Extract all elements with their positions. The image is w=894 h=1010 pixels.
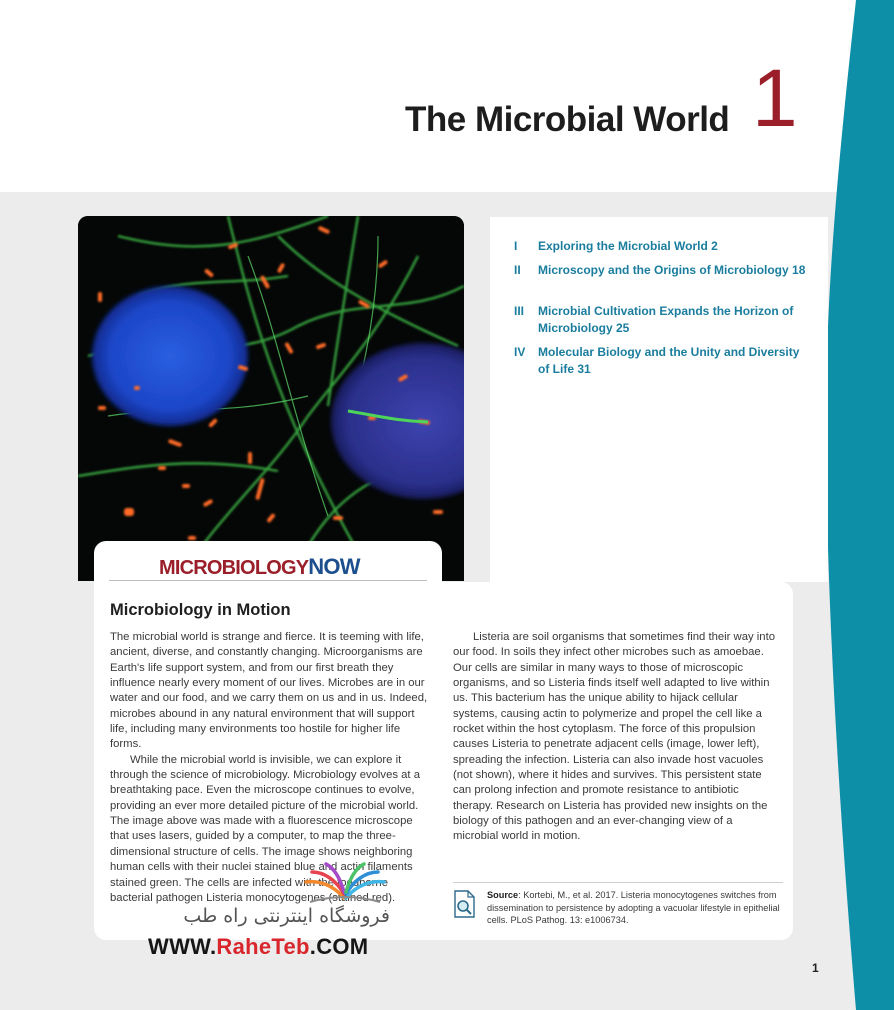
- source-reference: : Kortebi, M., et al. 2017. Listeria monocytogenes switches from dissemination to persistence by adopting a vacuolar lifestyle in epithelial cells. PLoS Pathog. 13: e1006734.: [487, 890, 780, 925]
- feature-paragraph: Listeria are soil organisms that sometimes find their way into our food. In soils they infect other microbes such as amoebae. Our cells are similar in many ways to those of microscopic organisms, and so Listeria finds itself well adapted to live within us. This bacterium has the unique ability to hijack cellular systems, causing actin to polymerize and propel the cell like a rocket within the host cytoplasm. The force of this propulsion causes Listeria to penetrate adjacent cells (image, lower left), spreading the infection. Listeria can also invade host vacuoles (not shown), where it hides and survives. This persistent state can prolong infection and promote resistance to antibiotic therapy. Research on Listeria has provided new insights on the biology of this pathogen and an ever-changing view of a microbial world in motion.: [453, 631, 776, 843]
- fluorescence-micrograph: [78, 216, 464, 581]
- toc-number: III: [514, 304, 525, 318]
- logo-microbiology: MICROBIOLOGY: [159, 557, 309, 579]
- toc-number: IV: [514, 345, 526, 359]
- watermark-url-brand: RaheTeb: [216, 934, 310, 959]
- toc-title: Microscopy and the Origins of Microbiology 18: [538, 263, 806, 277]
- microbiology-now-tab: [94, 541, 442, 589]
- source-citation: [453, 882, 783, 927]
- toc-number: I: [514, 239, 518, 253]
- chapter-outline-panel: [490, 217, 828, 582]
- feature-paragraph: The microbial world is strange and fierce. It is teeming with life, ancient, diverse, and constantly changing. Microorganisms are Earth's life support system, and from our first breath they influence nearly every moment of our lives. Microbes are in our water and our food, and we carry them on us and in us. Indeed, microbes abound in any natural environment that will support life, including many environments too hostile for higher life forms.: [110, 631, 428, 751]
- toc-title: Molecular Biology and the Unity and Diversity of Life 31: [538, 345, 800, 376]
- toc-title: Exploring the Microbial World 2: [538, 239, 718, 253]
- page-number: 1: [812, 961, 819, 975]
- microbiology-now-card: [94, 582, 793, 940]
- feature-heading: Microbiology in Motion: [110, 601, 291, 619]
- chapter-number: 1: [752, 53, 798, 144]
- open-book-logo: [300, 862, 390, 906]
- source-label: Source: [487, 890, 519, 900]
- microbiology-now-logo: [159, 554, 360, 580]
- toc-number: II: [514, 263, 521, 277]
- feature-paragraph: While the microbial world is invisible, we can explore it through the science of microbiology. Microbiology evolves at a breathtaking pace. Even the microscope continues to evolve, providing an ever more detailed picture of the microbial world. The image above was made with a fluorescence microscope that uses lasers, guided by a computer, to map the three-dimensional structure of cells. The image shows neighboring human cells with their nuclei stained blue and actin filaments stained green. The cells are infected with the foodborne bacterial pathogen Listeria monocytogenes (stained red).: [110, 753, 420, 904]
- watermark-url-prefix: WWW.: [148, 934, 217, 959]
- watermark-url-suffix: .COM: [309, 934, 369, 959]
- watermark-url: [148, 934, 368, 960]
- feature-column-right: [453, 630, 779, 845]
- logo-now: NOW: [308, 554, 360, 579]
- divider: [109, 580, 427, 581]
- toc-title: Microbial Cultivation Expands the Horizon of Microbiology 25: [538, 304, 794, 335]
- document-search-icon: [453, 889, 477, 919]
- chapter-title: The Microbial World: [405, 100, 730, 139]
- watermark-persian-text: فروشگاه اینترنتی راه طب: [183, 905, 390, 927]
